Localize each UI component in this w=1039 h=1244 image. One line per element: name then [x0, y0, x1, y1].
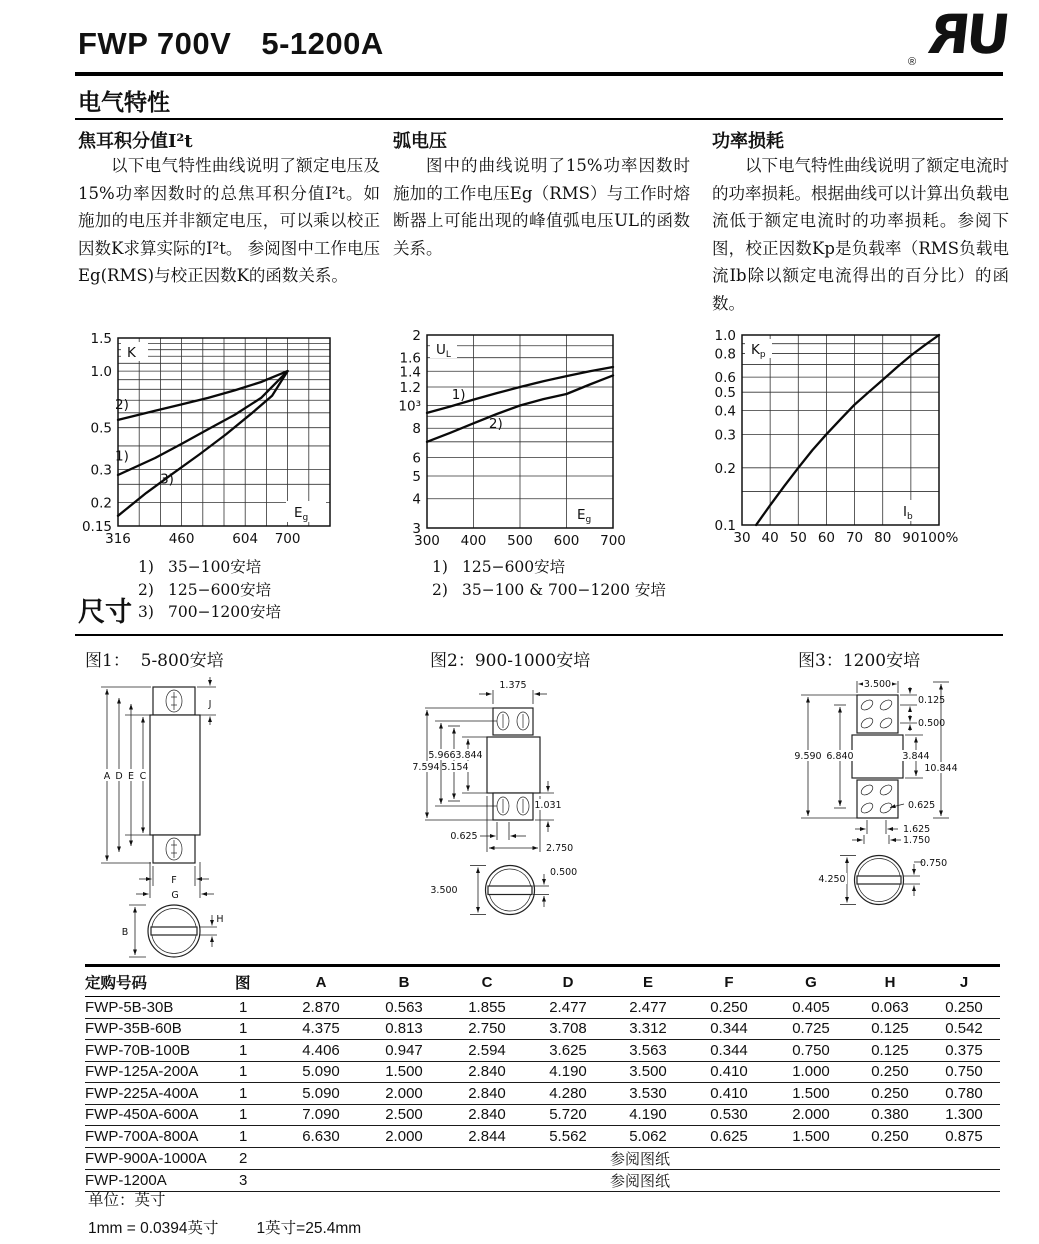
- svg-text:30: 30: [733, 530, 751, 546]
- x-tick-labels: [414, 533, 626, 549]
- dim-10844-label: 10.844: [924, 763, 958, 774]
- col2-paragraph: 图中的曲线说明了15%功率因数时施加的工作电压Eg（RMS）与工作时熔断器上可能出现的峰值弧电压UL的函数关系。: [393, 156, 690, 258]
- svg-text:316: 316: [105, 531, 131, 547]
- column-header-B: B: [362, 966, 446, 997]
- dimension-value-cell: 4.190: [528, 1061, 608, 1083]
- svg-text:1.5: 1.5: [90, 331, 112, 347]
- dimension-value-cell: 4.375: [280, 1018, 362, 1040]
- dimension-value-cell: 0.625: [688, 1126, 770, 1148]
- figure3-caption: 图3：1200安培: [798, 651, 921, 671]
- see-drawing-note-cell: 参阅图纸: [280, 1169, 1000, 1191]
- y-tick-labels: [715, 328, 736, 534]
- dim-3844-label: 3.844: [902, 751, 930, 762]
- series-label: 1): [115, 448, 129, 465]
- legend-item: [138, 556, 281, 579]
- svg-text:80: 80: [874, 530, 892, 546]
- x-axis-quantity-label: [286, 501, 326, 523]
- svg-text:0.5: 0.5: [90, 420, 112, 437]
- legend-item: [138, 579, 281, 602]
- svg-text:Eg: $E_g$: [577, 507, 592, 525]
- svg-text:100%: 100%: [919, 530, 959, 546]
- dimension-value-cell: 0.344: [688, 1040, 770, 1062]
- svg-text:1.4: 1.4: [399, 364, 421, 381]
- dimension-value-cell: 5.562: [528, 1126, 608, 1148]
- svg-text:60: 60: [817, 530, 836, 546]
- svg-text:600: 600: [553, 533, 580, 549]
- series-label: 2): [115, 396, 129, 413]
- dim-5154-label: 5.154: [441, 762, 469, 773]
- dimension-value-cell: 2.840: [446, 1104, 528, 1126]
- dimension-value-cell: 0.750: [770, 1040, 852, 1062]
- y-tick-labels: [398, 328, 421, 537]
- figure-ref-cell: 1: [235, 1126, 280, 1148]
- x-axis-quantity-label: [895, 500, 935, 522]
- header-rule: [75, 72, 1003, 76]
- dim-5966-label: 5.966: [428, 750, 456, 761]
- svg-text:0.3: 0.3: [90, 462, 112, 479]
- svg-text:70: 70: [845, 530, 864, 546]
- dim-9590-label: 9.590: [794, 751, 822, 762]
- part-number-cell: FWP-35B-60B: [85, 1018, 235, 1040]
- dimension-value-cell: 6.630: [280, 1126, 362, 1148]
- column-header-H: H: [852, 966, 928, 997]
- svg-text:1.0: 1.0: [714, 328, 736, 344]
- dimension-value-cell: 0.125: [852, 1040, 928, 1062]
- figure-ref-cell: 1: [235, 997, 280, 1019]
- dim-e-label: E: [127, 771, 135, 782]
- svg-text:0.4: 0.4: [714, 403, 736, 420]
- table-row: [85, 1061, 1000, 1083]
- dimension-value-cell: 2.000: [770, 1104, 852, 1126]
- dimension-value-cell: 0.250: [688, 997, 770, 1019]
- dimension-value-cell: 0.250: [852, 1126, 928, 1148]
- title-rating: 5-1200A: [261, 26, 384, 61]
- column-header-F: F: [688, 966, 770, 997]
- x-axis-quantity-label: [569, 503, 609, 525]
- figure-ref-cell: 1: [235, 1061, 280, 1083]
- chart-gridlines: [742, 335, 939, 525]
- dimension-value-cell: 0.405: [770, 997, 852, 1019]
- conversion-note: [88, 1216, 361, 1238]
- col3-paragraph: 以下电气特性曲线说明了额定电流时的功率损耗。根据曲线可以计算出负载电流低于额定电流时的功率损耗。参阅下图，校正因数Kp是负载率（RMS负载电流Ib除以额定电流得出的百分比）的函数。: [712, 156, 1009, 313]
- dimension-value-cell: 2.000: [362, 1083, 446, 1105]
- dimension-value-cell: 4.280: [528, 1083, 608, 1105]
- svg-text:4: 4: [412, 491, 421, 508]
- dim-f-label: F: [171, 875, 177, 886]
- dimension-value-cell: 0.250: [928, 997, 1000, 1019]
- dimension-value-cell: 0.813: [362, 1018, 446, 1040]
- ordering-spec-table: [85, 964, 1000, 1192]
- svg-text:5: 5: [412, 469, 421, 486]
- svg-text:UL: $U_L$: [436, 342, 451, 360]
- column-header-定购号码: 定购号码: [85, 966, 235, 997]
- column-header-G: G: [770, 966, 852, 997]
- dimension-value-cell: 4.190: [608, 1104, 688, 1126]
- dim-1375-label: 1.375: [499, 680, 527, 691]
- dimension-value-cell: 3.625: [528, 1040, 608, 1062]
- dimension-value-cell: 2.844: [446, 1126, 528, 1148]
- column-header-C: C: [446, 966, 528, 997]
- table-row: [85, 1169, 1000, 1191]
- figure2-caption: 图2：900-1000安培: [430, 651, 591, 671]
- svg-text:0.3: 0.3: [714, 427, 736, 444]
- units-note: 单位：英寸: [88, 1191, 166, 1209]
- svg-text:0.15: 0.15: [82, 519, 112, 535]
- y-axis-quantity-label: [121, 342, 148, 361]
- table-row: [85, 997, 1000, 1019]
- dimension-value-cell: 0.725: [770, 1018, 852, 1040]
- section-electrical-title: 电气特性: [78, 89, 170, 116]
- fig3-fuse-outline: [852, 695, 904, 905]
- figure-ref-cell: 1: [235, 1083, 280, 1105]
- series-label: 3): [160, 471, 174, 488]
- ul-recognized-logo: [908, 3, 1014, 72]
- dim-d-label: D: [115, 771, 123, 782]
- column-header-A: A: [280, 966, 362, 997]
- svg-text:2: 2: [412, 328, 421, 344]
- svg-text:1.6: 1.6: [399, 350, 421, 367]
- figure3-drawing: [783, 676, 998, 921]
- part-number-cell: FWP-1200A: [85, 1169, 235, 1191]
- figure-ref-cell: 1: [235, 1018, 280, 1040]
- figure-ref-cell: 3: [235, 1169, 280, 1191]
- dim-6840-label: 6.840: [826, 751, 854, 762]
- svg-text:8: 8: [412, 421, 421, 438]
- svg-text:0.1: 0.1: [714, 518, 736, 534]
- section-dimensions-title: 尺寸: [78, 597, 132, 628]
- dimension-value-cell: 0.750: [928, 1061, 1000, 1083]
- dimension-value-cell: 1.855: [446, 997, 528, 1019]
- part-number-cell: FWP-70B-100B: [85, 1040, 235, 1062]
- svg-text:6: 6: [412, 450, 421, 467]
- dimension-value-cell: 7.090: [280, 1104, 362, 1126]
- dimension-value-cell: 0.410: [688, 1061, 770, 1083]
- column-header-图: 图: [235, 966, 280, 997]
- table-header-row: [85, 966, 1000, 997]
- page-title: [78, 26, 384, 62]
- electrical-rule: [75, 118, 1003, 120]
- svg-text:500: 500: [507, 533, 533, 549]
- dim-0500-label: 0.500: [550, 867, 578, 878]
- svg-text:K: K: [127, 345, 136, 361]
- svg-text:700: 700: [274, 531, 301, 547]
- dimension-value-cell: 3.708: [528, 1018, 608, 1040]
- dim-g-label: G: [171, 890, 179, 901]
- dimension-value-cell: 0.530: [688, 1104, 770, 1126]
- dim-3844-label: 3.844: [455, 750, 483, 761]
- legend-item-number: 2): [432, 580, 448, 599]
- dim-b-label: B: [121, 927, 129, 938]
- dimension-value-cell: 0.780: [928, 1083, 1000, 1105]
- column-header-E: E: [608, 966, 688, 997]
- dim-1750-label: 1.750: [903, 835, 931, 846]
- svg-text:50: 50: [789, 530, 807, 546]
- registered-mark: ®: [908, 56, 917, 68]
- inch-to-mm: 1英寸=25.4mm: [256, 1220, 362, 1237]
- dimension-value-cell: 2.477: [608, 997, 688, 1019]
- dim-3500-label: 3.500: [863, 679, 892, 690]
- dim-a-label: A: [103, 771, 111, 782]
- chart-border: [742, 335, 939, 525]
- dimension-value-cell: 1.500: [770, 1126, 852, 1148]
- table-row: [85, 1126, 1000, 1148]
- dimension-value-cell: 2.477: [528, 997, 608, 1019]
- y-axis-quantity-label: [745, 339, 772, 360]
- series-curve: [756, 335, 939, 525]
- svg-text:0.2: 0.2: [90, 495, 112, 512]
- power-loss-chart: [712, 325, 1037, 565]
- table-row: [85, 1147, 1000, 1169]
- fig2-fuse-outline: [486, 708, 541, 915]
- svg-text:90: 90: [902, 530, 920, 546]
- dim-0125-label: 0.125: [918, 695, 946, 706]
- x-tick-labels: [105, 531, 300, 547]
- i2t-chart-legend: [138, 556, 281, 624]
- col3-heading: 功率损耗: [712, 131, 784, 152]
- table-row: [85, 1083, 1000, 1105]
- dimension-value-cell: 5.090: [280, 1061, 362, 1083]
- col1-heading: 焦耳积分值I²t: [78, 131, 193, 152]
- arc-voltage-chart-legend: [432, 556, 666, 601]
- svg-text:1.2: 1.2: [399, 379, 421, 396]
- dimension-value-cell: 3.500: [608, 1061, 688, 1083]
- dimension-value-cell: 3.563: [608, 1040, 688, 1062]
- y-tick-labels: [82, 331, 112, 535]
- dimension-value-cell: 2.840: [446, 1083, 528, 1105]
- dimension-value-cell: 0.542: [928, 1018, 1000, 1040]
- dimension-value-cell: 2.500: [362, 1104, 446, 1126]
- series-label: 1): [451, 387, 466, 404]
- figure1-caption: 图1： 5-800安培: [85, 651, 224, 671]
- mm-to-inch: 1mm = 0.0394英寸: [88, 1220, 219, 1237]
- spec-table-wrap: [85, 964, 1000, 1192]
- dimension-value-cell: 0.375: [928, 1040, 1000, 1062]
- dim-4250-label: 4.250: [818, 874, 846, 885]
- figure2-drawing: [408, 676, 603, 926]
- figure-ref-cell: 1: [235, 1040, 280, 1062]
- figure-ref-cell: 2: [235, 1147, 280, 1169]
- dimension-value-cell: 2.840: [446, 1061, 528, 1083]
- dim-1625-label: 1.625: [903, 824, 931, 835]
- legend-item: [432, 556, 666, 579]
- svg-text:0.8: 0.8: [714, 346, 736, 363]
- legend-item-range: 35−100 & 700−1200 安培: [462, 580, 666, 599]
- legend-item: [432, 579, 666, 602]
- dimension-value-cell: 0.250: [852, 1083, 928, 1105]
- col1-paragraph: 以下电气特性曲线说明了额定电压及15%功率因数时的总焦耳积分值I²t。如施加的电压并非额定电压，可以乘以校正因数K求算实际的I²t。 参阅图中工作电压Eg(RMS)与校正因数K的函数关系。: [78, 156, 380, 285]
- dim-h-label: H: [216, 914, 224, 925]
- dimension-value-cell: 3.312: [608, 1018, 688, 1040]
- column-header-D: D: [528, 966, 608, 997]
- figure1-drawing: [93, 676, 243, 968]
- dimension-value-cell: 4.406: [280, 1040, 362, 1062]
- dimension-value-cell: 1.000: [770, 1061, 852, 1083]
- dim-j-label: J: [208, 699, 212, 710]
- dimensions-rule: [75, 634, 1003, 636]
- legend-item-number: 2): [138, 580, 154, 599]
- legend-item-number: 1): [432, 558, 448, 576]
- svg-text:300: 300: [414, 533, 440, 549]
- svg-text:Ib: $I_b$: [903, 504, 913, 522]
- dimension-value-cell: 5.720: [528, 1104, 608, 1126]
- legend-item-range: 35−100安培: [168, 558, 262, 576]
- table-row: [85, 1040, 1000, 1062]
- dim-0625-label: 0.625: [908, 800, 936, 811]
- dimension-value-cell: 5.062: [608, 1126, 688, 1148]
- col2-heading: 弧电压: [393, 131, 447, 152]
- x-tick-labels: [733, 530, 958, 546]
- svg-text:0.2: 0.2: [714, 460, 736, 477]
- dimension-value-cell: 0.063: [852, 997, 928, 1019]
- part-number-cell: FWP-450A-600A: [85, 1104, 235, 1126]
- see-drawing-note-cell: 参阅图纸: [280, 1147, 1000, 1169]
- dimension-value-cell: 5.090: [280, 1083, 362, 1105]
- svg-text:10³: 10³: [398, 398, 421, 415]
- dim-3500-label: 3.500: [430, 885, 458, 896]
- dimension-value-cell: 0.875: [928, 1126, 1000, 1148]
- chart-gridlines: [118, 338, 330, 526]
- dimension-value-cell: 0.947: [362, 1040, 446, 1062]
- dimension-value-cell: 1.300: [928, 1104, 1000, 1126]
- svg-text:400: 400: [460, 533, 487, 549]
- dimension-value-cell: 0.410: [688, 1083, 770, 1105]
- dimension-value-cell: 2.870: [280, 997, 362, 1019]
- y-axis-quantity-label: [430, 339, 457, 360]
- dimension-value-cell: 0.125: [852, 1018, 928, 1040]
- dimension-value-cell: 0.380: [852, 1104, 928, 1126]
- svg-text:40: 40: [761, 530, 779, 546]
- dim-7594-label: 7.594: [412, 762, 440, 773]
- dim-c-label: C: [139, 771, 147, 782]
- legend-item-range: 125−600安培: [462, 558, 566, 576]
- dimension-value-cell: 2.750: [446, 1018, 528, 1040]
- title-model: FWP 700V: [78, 26, 232, 61]
- table-row: [85, 1104, 1000, 1126]
- part-number-cell: FWP-700A-800A: [85, 1126, 235, 1148]
- dimension-value-cell: 0.563: [362, 997, 446, 1019]
- svg-text:0.5: 0.5: [714, 385, 736, 402]
- dim-0625-label: 0.625: [450, 831, 478, 842]
- dimension-value-cell: 1.500: [362, 1061, 446, 1083]
- figure-ref-cell: 1: [235, 1104, 280, 1126]
- part-number-cell: FWP-900A-1000A: [85, 1147, 235, 1169]
- legend-item-number: 1): [138, 558, 154, 576]
- svg-text:Eg: $E_g$: [294, 505, 309, 523]
- dim-2750-label: 2.750: [546, 843, 574, 854]
- column-header-J: J: [928, 966, 1000, 997]
- dimension-value-cell: 0.250: [852, 1061, 928, 1083]
- table-row: [85, 1018, 1000, 1040]
- svg-text:460: 460: [168, 531, 195, 547]
- fig1-fuse-outline: [148, 687, 200, 957]
- series-label: 2): [488, 416, 503, 433]
- svg-text:0.6: 0.6: [714, 370, 736, 387]
- dim-0500-label: 0.500: [918, 718, 946, 729]
- part-number-cell: FWP-225A-400A: [85, 1083, 235, 1105]
- dim-1031-label: 1.031: [534, 800, 562, 811]
- i2t-correction-factor-chart: [82, 330, 404, 566]
- svg-text:604: 604: [232, 531, 259, 547]
- arc-voltage-chart: [393, 320, 693, 566]
- svg-text:1.0: 1.0: [90, 364, 112, 381]
- dimension-value-cell: 3.530: [608, 1083, 688, 1105]
- dim-0750-label: 0.750: [920, 858, 948, 869]
- svg-text:3: 3: [412, 521, 421, 537]
- svg-text:Kp: $K_p$: [751, 342, 766, 360]
- legend-item: [138, 601, 281, 624]
- dimension-value-cell: 0.344: [688, 1018, 770, 1040]
- dimension-value-cell: 1.500: [770, 1083, 852, 1105]
- legend-item-number: 3): [138, 603, 154, 621]
- svg-text:700: 700: [600, 533, 626, 549]
- ul-logo-glyphs: UR: [929, 3, 1014, 66]
- legend-item-range: 125−600安培: [168, 580, 272, 599]
- dimension-value-cell: 2.594: [446, 1040, 528, 1062]
- legend-item-range: 700−1200安培: [168, 603, 282, 621]
- dimension-value-cell: 2.000: [362, 1126, 446, 1148]
- part-number-cell: FWP-5B-30B: [85, 997, 235, 1019]
- part-number-cell: FWP-125A-200A: [85, 1061, 235, 1083]
